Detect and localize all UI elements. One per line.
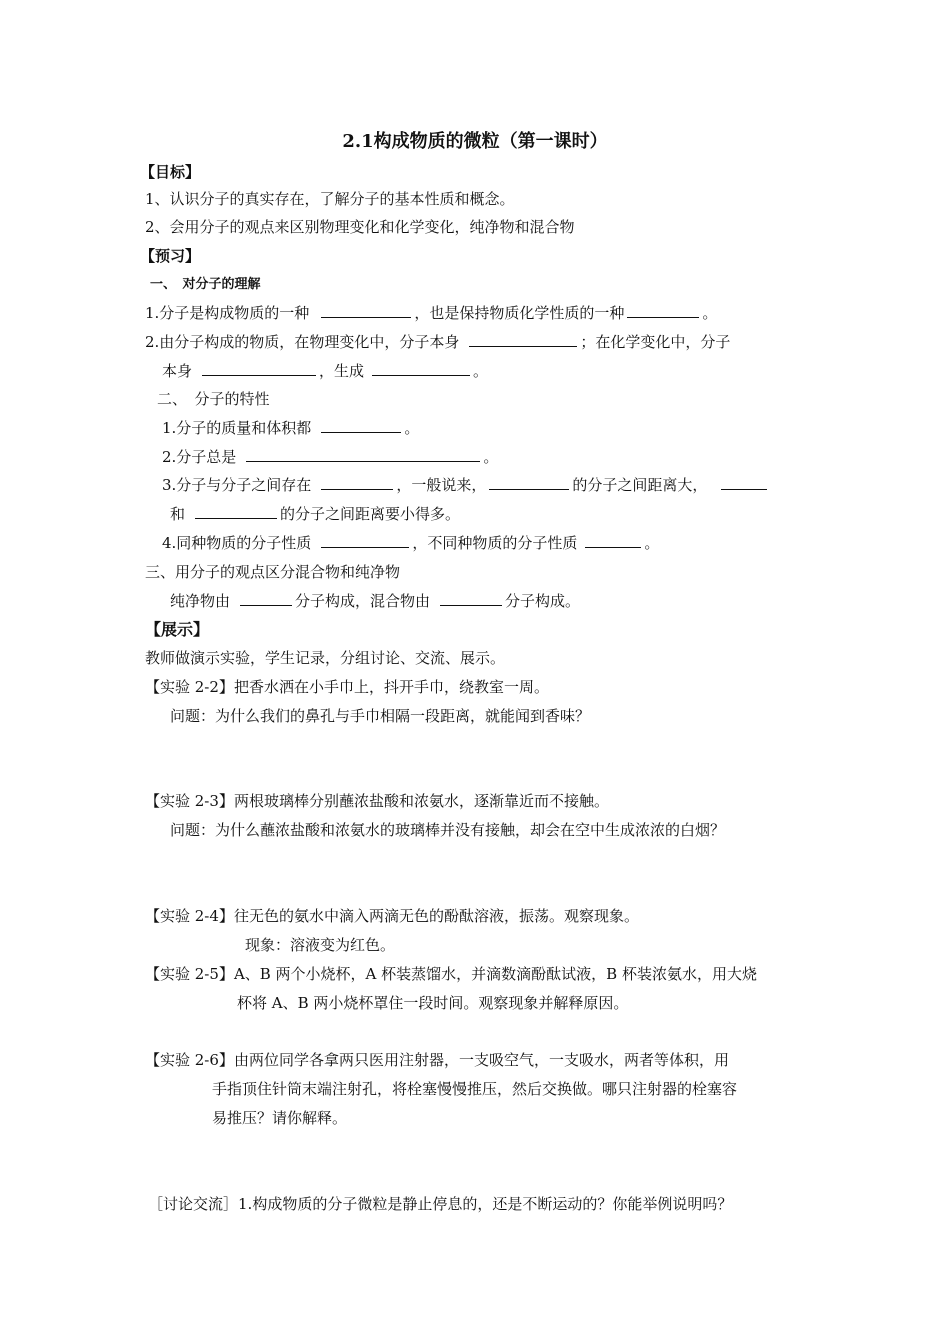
experiment-2-3-question: 问题：为什么蘸浓盐酸和浓氨水的玻璃棒并没有接触，却会在空中生成浓浓的白烟？ <box>170 821 726 839</box>
experiment-text: 两根玻璃棒分别蘸浓盐酸和浓氨水，逐渐靠近而不接触。 <box>233 792 609 810</box>
show-intro: 教师做演示实验，学生记录，分组讨论、交流、展示。 <box>145 649 506 667</box>
q-text: 纯净物由 <box>170 592 231 610</box>
discussion-text: 1.构成物质的分子微粒是静止停息的，还是不断运动的？你能举例说明吗？ <box>238 1195 733 1213</box>
answer-blank[interactable] <box>246 447 480 462</box>
experiment-text: 把香水洒在小手巾上，抖开手巾，绕教室一周。 <box>233 678 549 696</box>
q-text: 分子构成。 <box>505 592 581 610</box>
preview-section-3-title: 三、用分子的观点区分混合物和纯净物 <box>145 563 401 581</box>
q-text: 的分子之间距离要小得多。 <box>280 505 461 523</box>
experiment-label: 【实验 2-5】 <box>145 965 234 983</box>
q-text: 4.同种物质的分子性质 <box>162 534 312 552</box>
experiment-2-3 <box>145 791 609 811</box>
preview-q1-1 <box>145 303 717 323</box>
experiment-2-6-cont-1: 手指顶住针筒末端注射孔，将栓塞慢慢推压，然后交换做。哪只注射器的栓塞容 <box>212 1080 738 1098</box>
answer-blank[interactable] <box>721 475 767 490</box>
experiment-text: A、B 两个小烧杯，A 杯装蒸馏水，并滴数滴酚酞试液，B 杯装浓氨水，用大烧 <box>233 965 757 983</box>
answer-blank[interactable] <box>240 591 292 606</box>
q-text: 。 <box>702 304 718 322</box>
experiment-label: 【实验 2-3】 <box>145 792 234 810</box>
answer-blank[interactable] <box>627 303 699 318</box>
q-text: 。 <box>404 419 420 437</box>
q-text: 3.分子与分子之间存在 <box>162 476 312 494</box>
experiment-2-5 <box>145 964 757 984</box>
preview-q1-2-cont <box>162 361 488 381</box>
experiment-label: 【实验 2-4】 <box>145 907 234 925</box>
q-text: 。 <box>483 448 499 466</box>
answer-blank[interactable] <box>321 303 411 318</box>
answer-blank[interactable] <box>321 475 393 490</box>
preview-q1-2 <box>145 332 730 352</box>
experiment-2-4 <box>145 906 639 926</box>
experiment-text: 往无色的氨水中滴入两滴无色的酚酞溶液，振荡。观察现象。 <box>233 907 639 925</box>
q-text: 和 <box>170 505 186 523</box>
q-text: ，不同种物质的分子性质 <box>412 534 578 552</box>
show-heading: 【展示】 <box>145 620 210 639</box>
q-text: ，生成 <box>319 362 365 380</box>
preview-section-1-title: 一、 对分子的理解 <box>150 277 261 292</box>
q-text: 1.分子是构成物质的一种 <box>145 304 310 322</box>
preview-heading: 【预习】 <box>140 247 201 265</box>
experiment-2-5-cont: 杯将 A、B 两小烧杯罩住一段时间。观察现象并解释原因。 <box>237 994 629 1012</box>
answer-blank[interactable] <box>469 332 577 347</box>
goal-item-2: 2、会用分子的观点来区别物理变化和化学变化，纯净物和混合物 <box>145 218 575 236</box>
preview-q2-3 <box>162 475 770 495</box>
q-text: 的分子之间距离大， <box>572 476 708 494</box>
q-text: 分子构成，混合物由 <box>295 592 431 610</box>
discussion-label: ［讨论交流］ <box>148 1195 239 1213</box>
preview-section-2-title: 二、 分子的特性 <box>157 390 270 408</box>
preview-q2-4 <box>162 533 659 553</box>
answer-blank[interactable] <box>372 361 470 376</box>
experiment-2-6-cont-2: 易推压？请你解释。 <box>212 1109 348 1127</box>
experiment-2-2 <box>145 677 549 697</box>
q-text: 。 <box>644 534 660 552</box>
experiment-label: 【实验 2-6】 <box>145 1051 234 1069</box>
answer-blank[interactable] <box>489 475 569 490</box>
q-text: ；在化学变化中，分子 <box>580 333 731 351</box>
answer-blank[interactable] <box>321 533 409 548</box>
experiment-2-6 <box>145 1050 729 1070</box>
q-text: 2.由分子构成的物质，在物理变化中，分子本身 <box>145 333 460 351</box>
answer-blank[interactable] <box>195 504 277 519</box>
answer-blank[interactable] <box>440 591 502 606</box>
experiment-label: 【实验 2-2】 <box>145 678 234 696</box>
q-text: 。 <box>473 362 489 380</box>
page-title: 2.1构成物质的微粒（第一课时） <box>342 131 608 152</box>
q-text: ，也是保持物质化学性质的一种 <box>414 304 625 322</box>
discussion <box>148 1194 732 1214</box>
answer-blank[interactable] <box>202 361 316 376</box>
experiment-2-2-question: 问题：为什么我们的鼻孔与手巾相隔一段距离，就能闻到香味？ <box>170 707 591 725</box>
goal-item-1: 1、认识分子的真实存在，了解分子的基本性质和概念。 <box>145 190 515 208</box>
goals-heading: 【目标】 <box>140 163 201 181</box>
preview-q2-2 <box>162 447 498 467</box>
q-text: 2.分子总是 <box>162 448 237 466</box>
q-text: 1.分子的质量和体积都 <box>162 419 312 437</box>
preview-q2-3-cont <box>170 504 460 524</box>
preview-q3 <box>170 591 580 611</box>
experiment-text: 由两位同学各拿两只医用注射器，一支吸空气，一支吸水，两者等体积，用 <box>233 1051 729 1069</box>
q-text: 本身 <box>162 362 193 380</box>
q-text: ，一般说来， <box>396 476 487 494</box>
answer-blank[interactable] <box>321 418 401 433</box>
preview-q2-1 <box>162 418 419 438</box>
answer-blank[interactable] <box>585 533 641 548</box>
experiment-2-4-phenomenon: 现象：溶液变为红色。 <box>245 936 396 954</box>
